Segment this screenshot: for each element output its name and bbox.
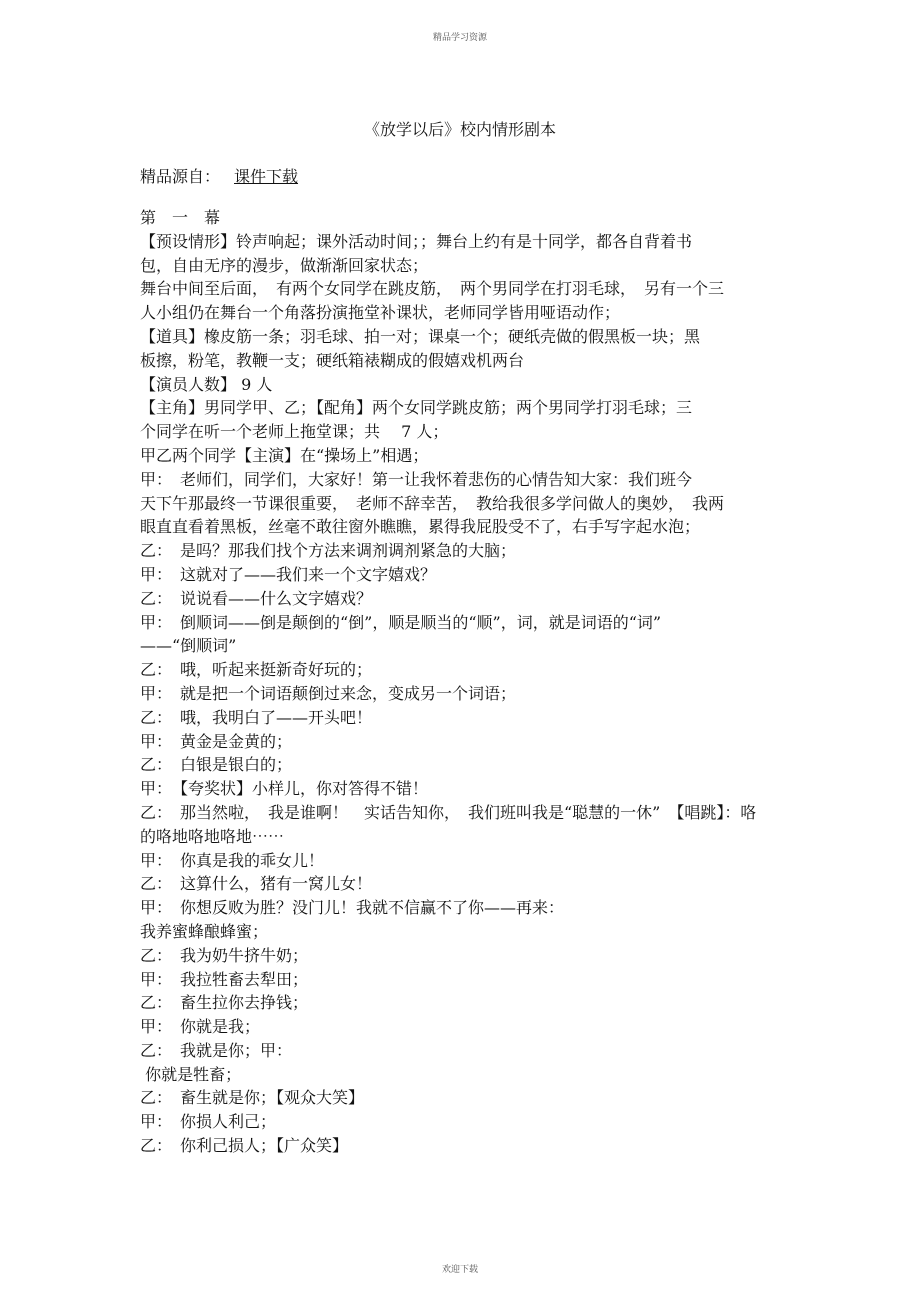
script-line: 乙： 哦，听起来挺新奇好玩的；: [140, 660, 373, 680]
script-line: 乙： 白银是银白的；: [140, 755, 293, 775]
script-line: 我养蜜蜂酿蜂蜜；: [140, 921, 269, 941]
script-line: 舞台中间至后面， 有两个女同学在跳皮筋， 两个男同学在打羽毛球， 另有一个三: [140, 279, 725, 299]
script-line: 甲： 你损人利己；: [140, 1112, 277, 1132]
source-link[interactable]: 课件下载: [234, 167, 299, 186]
script-line: 乙： 我为奶牛挤牛奶；: [140, 945, 309, 965]
script-line: 甲： 你真是我的乖女儿！: [140, 850, 325, 870]
script-line: 甲： 这就对了——我们来一个文字嬉戏？: [140, 564, 437, 584]
source-line: [140, 164, 298, 187]
page-footer: 欢迎下载: [441, 1265, 478, 1275]
script-line: 甲乙两个同学【主演】在“操场上”相遇；: [140, 445, 429, 465]
script-line: 甲： 倒顺词——倒是颠倒的“倒”，顺是顺当的“顺”，词，就是词语的“词”: [140, 612, 662, 632]
script-line: 的咯地咯地咯地⋯⋯: [140, 826, 285, 846]
script-line: 乙： 畜生就是你；【观众大笑】: [140, 1088, 365, 1108]
script-line: 甲： 你想反败为胜？没门儿！我就不信赢不了你——再来：: [140, 898, 565, 918]
script-line: 乙： 我就是你；甲：: [140, 1040, 293, 1060]
script-line: ——“倒顺词”: [140, 636, 237, 656]
script-line: 甲： 【夸奖状】小样儿，你对答得不错！: [140, 779, 429, 799]
script-line: 第 一 幕: [140, 208, 221, 227]
script-line: 【主角】男同学甲、乙；【配角】两个女同学跳皮筋；两个男同学打羽毛球；三: [140, 398, 693, 418]
script-line: 乙： 说说看——什么文字嬉戏？: [140, 588, 373, 608]
script-line: 乙： 这算什么，猪有一窝儿女！: [140, 874, 373, 894]
script-line: 乙： 畜生拉你去挣钱；: [140, 993, 309, 1013]
script-line: 个同学在听一个老师上拖堂课；共 7 人；: [140, 422, 449, 442]
script-body: [140, 206, 790, 1158]
script-line: 乙： 哦，我明白了——开头吧！: [140, 707, 373, 727]
script-line: 板擦，粉笔，教鞭一支；硬纸箱裱糊成的假嬉戏机两台: [140, 350, 525, 370]
script-line: 乙： 你利己损人；【广众笑】: [140, 1136, 349, 1156]
script-line: 【道具】橡皮筋一条；羽毛球、拍一对；课桌一个；硬纸壳做的假黑板一块；黑: [140, 326, 701, 346]
script-line: 甲： 老师们，同学们，大家好！第一让我怀着悲伤的心情告知大家：我们班今: [140, 469, 693, 489]
script-line: 包，自由无序的漫步，做渐渐回家状态；: [140, 255, 429, 275]
script-line: 人小组仍在舞台一个角落扮演拖堂补课状，老师同学皆用哑语动作；: [140, 303, 621, 323]
script-line: 甲： 就是把一个词语颠倒过来念，变成另一个词语；: [140, 683, 517, 703]
script-line: 甲： 黄金是金黄的；: [140, 731, 293, 751]
script-line: 你就是牲畜；: [140, 1064, 242, 1084]
script-line: 天下午那最终一节课很重要， 老师不辞幸苦， 教给我很多学问做人的奥妙， 我两: [140, 493, 725, 513]
script-line: 甲： 我拉牲畜去犁田；: [140, 969, 309, 989]
script-line: 眼直直看着黑板，丝毫不敢往窗外瞧瞧，累得我屁股受不了，右手写字起水泡；: [140, 517, 701, 537]
script-line: 【预设情形】铃声响起；课外活动时间；；舞台上约有是十同学，都各自背着书: [140, 231, 693, 251]
page-header: 精品学习资源: [432, 33, 487, 43]
script-line: 【演员人数】 9 人: [140, 374, 273, 394]
script-line: 甲： 你就是我；: [140, 1017, 261, 1037]
document-title: 《放学以后》校内情形剧本: [363, 120, 556, 139]
script-line: 乙： 是吗？那我们找个方法来调剂调剂紧急的大脑；: [140, 541, 517, 561]
source-label: 精品源自：: [140, 167, 221, 186]
script-line: 乙： 那当然啦， 我是谁啊！ 实话告知你， 我们班叫我是“聪慧的一休” 【唱跳】：咯: [140, 802, 757, 822]
